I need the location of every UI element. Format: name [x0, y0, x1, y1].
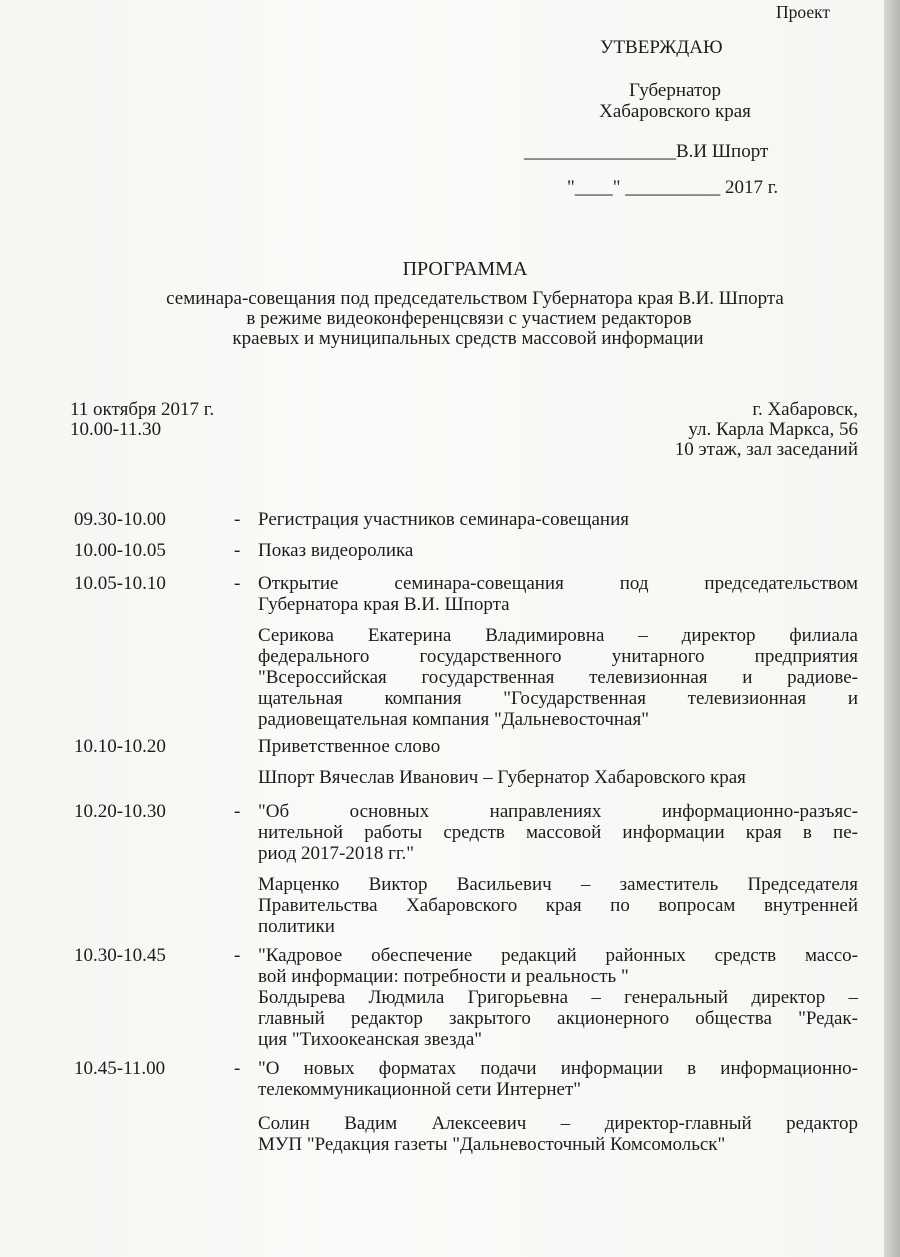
item-speaker	[258, 874, 858, 937]
speaker-line: политики	[258, 916, 335, 937]
speaker-line: Серикова Екатерина Владимировна – директор филиала	[258, 625, 858, 646]
event-city: г. Хабаровск,	[752, 399, 858, 420]
topic-line: Показ видеоролика	[258, 540, 414, 561]
topic-line: телекоммуникационной сети Интернет"	[258, 1079, 582, 1100]
item-topic	[258, 540, 858, 561]
item-dash: -	[234, 540, 241, 561]
approver-position-line1: Губернатор	[628, 80, 722, 101]
draft-label: Проект	[776, 2, 831, 22]
topic-line: "О новых форматах подачи информации в информационно-	[258, 1058, 858, 1079]
event-time: 10.00-11.30	[70, 419, 162, 440]
item-dash: -	[234, 509, 241, 530]
program-subtitle-line1: семинара-совещания под председательством Губернатора края В.И. Шпорта	[166, 288, 784, 309]
item-time: 10.20-10.30	[74, 801, 166, 822]
event-street: ул. Карла Маркса, 56	[688, 419, 858, 440]
speaker-line: Марценко Виктор Васильевич – заместитель Председателя	[258, 874, 858, 895]
speaker-line: Солин Вадим Алексеевич – директор-главный редактор	[258, 1113, 858, 1134]
speaker-line: щательная компания "Государственная телевизионная и	[258, 688, 858, 709]
approve-heading: УТВЕРЖДАЮ	[600, 37, 723, 58]
item-dash: -	[234, 573, 241, 594]
item-time: 10.05-10.10	[74, 573, 166, 594]
item-topic	[258, 1058, 858, 1100]
item-time: 10.45-11.00	[74, 1058, 166, 1079]
topic-line: риод 2017-2018 гг."	[258, 843, 415, 864]
approval-date-line: "____" __________ 2017 г.	[567, 177, 779, 198]
topic-line: нительной работы средств массовой информации края в пе-	[258, 822, 858, 843]
item-topic	[258, 945, 858, 1050]
topic-line: Открытие семинара-совещания под председательством	[258, 573, 858, 594]
speaker-line: федерального государственного унитарного предприятия	[258, 646, 858, 667]
item-time: 10.30-10.45	[74, 945, 166, 966]
topic-line: "Об основных направлениях информационно-разъяс-	[258, 801, 858, 822]
signature-line: ________________В.И Шпорт	[524, 141, 769, 162]
item-time: 09.30-10.00	[74, 509, 166, 530]
topic-line: вой информации: потребности и реальность "	[258, 966, 629, 987]
event-date: 11 октября 2017 г.	[70, 399, 215, 420]
item-topic	[258, 573, 858, 615]
topic-line: Губернатора края В.И. Шпорта	[258, 594, 510, 615]
item-speaker	[258, 625, 858, 730]
program-heading: ПРОГРАММА	[402, 258, 528, 280]
item-time: 10.10-10.20	[74, 736, 166, 757]
topic-line: Регистрация участников семинара-совещания	[258, 509, 630, 530]
program-subtitle-line3: краевых и муниципальных средств массовой информации	[232, 328, 704, 349]
item-time: 10.00-10.05	[74, 540, 166, 561]
event-room: 10 этаж, зал заседаний	[674, 439, 858, 460]
speaker-line: "Всероссийская государственная телевизионная и радиове-	[258, 667, 858, 688]
item-dash: -	[234, 1058, 241, 1079]
item-topic	[258, 736, 858, 757]
page-edge-shadow	[884, 0, 900, 1257]
approver-position-line2: Хабаровского края	[599, 101, 751, 122]
topic-line: ция "Тихоокеанская звезда"	[258, 1029, 483, 1050]
speaker-line: Правительства Хабаровского края по вопросам внутренней	[258, 895, 858, 916]
item-dash: -	[234, 945, 241, 966]
item-topic	[258, 509, 858, 530]
topic-line: Болдырева Людмила Григорьевна – генеральный директор –	[258, 987, 858, 1008]
topic-line: главный редактор закрытого акционерного общества "Редак-	[258, 1008, 858, 1029]
topic-line: "Кадровое обеспечение редакций районных средств массо-	[258, 945, 858, 966]
item-speaker	[258, 767, 858, 788]
speaker-line: Шпорт Вячеслав Иванович – Губернатор Хабаровского края	[258, 767, 746, 788]
item-topic	[258, 801, 858, 864]
item-dash: -	[234, 801, 241, 822]
speaker-line: МУП "Редакция газеты "Дальневосточный Комсомольск"	[258, 1134, 726, 1155]
program-subtitle-line2: в режиме видеоконференцсвязи с участием редакторов	[246, 308, 692, 329]
topic-line: Приветственное слово	[258, 736, 441, 757]
item-speaker	[258, 1113, 858, 1155]
speaker-line: радиовещательная компания "Дальневосточная"	[258, 709, 649, 730]
